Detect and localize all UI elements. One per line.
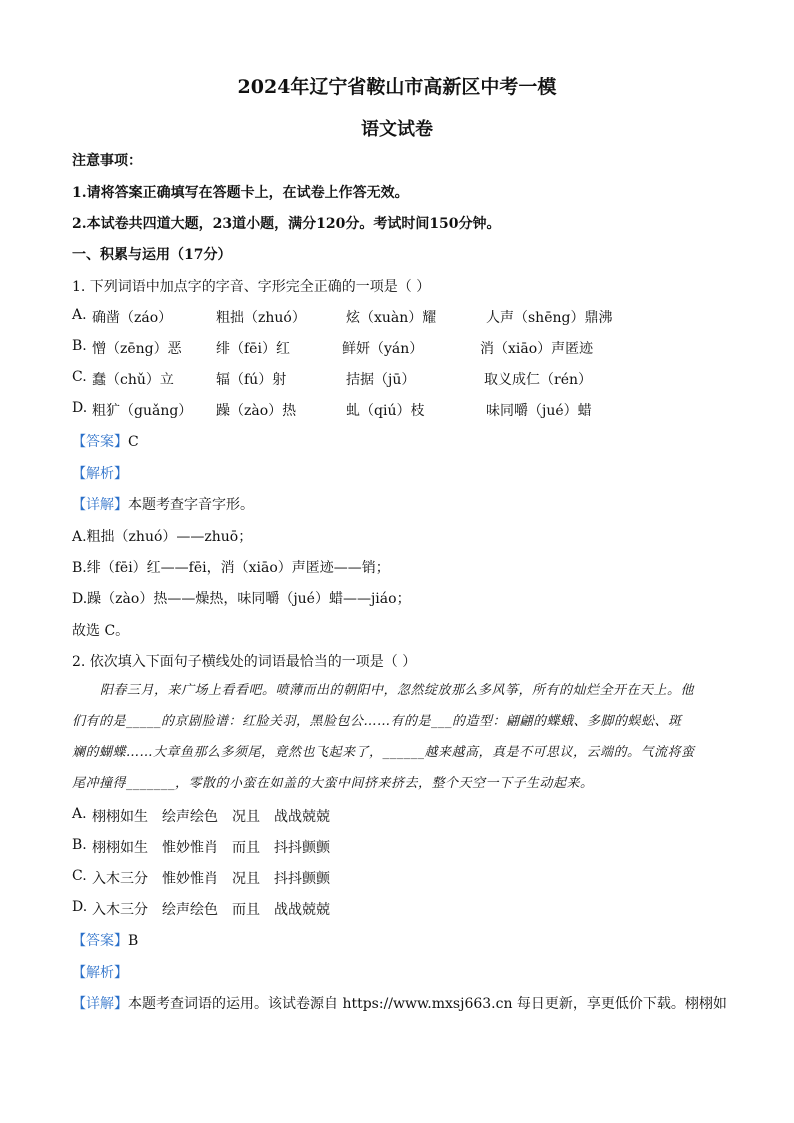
option-word: 战战兢兢 <box>274 902 330 918</box>
option-label: D. <box>72 400 88 416</box>
option-label: A. <box>72 307 87 323</box>
option-word: 栩栩如生 <box>92 840 148 856</box>
analysis-label: 【解析】 <box>72 466 128 482</box>
passage-line: 们有的是_____的京剧脸谱：红脸关羽，黑脸包公……有的是___的造型：翩翩的蝶蛾、多脚的蜈蚣、斑 <box>72 714 682 729</box>
option-word: 绘声绘色 <box>162 902 218 918</box>
option-word: 绘声绘色 <box>162 809 218 825</box>
q1-conclusion: 故选 C。 <box>72 623 130 639</box>
notice-item-1: 1.请将答案正确填写在答题卡上，在试卷上作答无效。 <box>72 185 409 201</box>
option-word: 惟妙惟肖 <box>162 840 218 856</box>
option-word: 况且 <box>232 809 260 825</box>
answer-value: C <box>128 434 139 450</box>
option-word: 鲜妍（yán） <box>342 341 424 357</box>
option-word: 人声（shēng）鼎沸 <box>486 310 613 326</box>
option-word: 粗拙（zhuó） <box>216 310 306 326</box>
option-word: 入木三分 <box>92 902 148 918</box>
detail-label: 【详解】 <box>72 996 128 1012</box>
q2-passage <box>72 675 720 799</box>
option-word: 抖抖颤颤 <box>274 840 330 856</box>
q1-detail <box>72 494 254 514</box>
option-word: 躁（zào）热 <box>216 403 297 419</box>
option-word: 况且 <box>232 871 260 887</box>
q1-stem: 1. 下列词语中加点字的字音、字形完全正确的一项是（ ） <box>72 279 431 295</box>
option-word: 辐（fú）射 <box>216 372 287 388</box>
q1-analysis <box>72 463 128 483</box>
analysis-label: 【解析】 <box>72 965 128 981</box>
option-word: 消（xiāo）声匿迹 <box>480 341 594 357</box>
option-word: 粗犷（guǎng） <box>92 403 193 419</box>
option-word: 虬（qiú）枝 <box>346 403 425 419</box>
option-word: 取义成仁（rén） <box>484 372 592 388</box>
notice-heading: 注意事项： <box>72 153 142 169</box>
detail-text: 本题考查词语的运用。该试卷源自 https://www.mxsj663.cn 每日更新，享更低价下载。栩栩如 <box>128 996 727 1012</box>
option-label: D. <box>72 899 88 915</box>
option-word: 绯（fēi）红 <box>216 341 290 357</box>
q1-note-a: A.粗拙（zhuó）——zhuō； <box>72 529 253 545</box>
option-word: 味同嚼（jué）蜡 <box>486 403 592 419</box>
option-word: 而且 <box>232 902 260 918</box>
notice-item-2: 2.本试卷共四道大题，23道小题，满分120分。考试时间150分钟。 <box>72 216 501 232</box>
q2-detail <box>72 993 727 1013</box>
q2-stem: 2. 依次填入下面句子横线处的词语最恰当的一项是（ ） <box>72 654 417 670</box>
detail-text: 本题考查字音字形。 <box>128 497 254 513</box>
passage-line: 尾冲撞得_______，零散的小蛮在如盖的大蛮中间挤来挤去，整个天空一下子生动起来。 <box>72 776 594 791</box>
answer-label: 【答案】 <box>72 434 128 450</box>
option-word: 确凿（záo） <box>92 310 173 326</box>
page-title: 2024年辽宁省鞍山市高新区中考一模 <box>237 76 557 98</box>
option-word: 抖抖颤颤 <box>274 871 330 887</box>
option-word: 憎（zēng）恶 <box>92 341 182 357</box>
q1-note-d: D.躁（zào）热——燥热，味同嚼（jué）蜡——jiáo； <box>72 591 411 607</box>
option-label: B. <box>72 837 87 853</box>
answer-value: B <box>128 933 139 949</box>
option-word: 蠢（chǔ）立 <box>92 372 174 388</box>
option-label: B. <box>72 338 87 354</box>
q1-note-b: B.绯（fēi）红——fēi，消（xiāo）声匿迹——销； <box>72 560 390 576</box>
option-label: A. <box>72 806 87 822</box>
option-word: 栩栩如生 <box>92 809 148 825</box>
answer-label: 【答案】 <box>72 933 128 949</box>
option-label: C. <box>72 369 87 385</box>
page-subtitle: 语文试卷 <box>361 119 433 140</box>
section-heading: 一、积累与运用（17分） <box>72 247 232 263</box>
passage-line: 阳春三月，来广场上看看吧。喷薄而出的朝阳中，忽然绽放那么多风筝，所有的灿烂全开在天上。他 <box>100 683 695 698</box>
option-word: 拮据（jū） <box>346 372 416 388</box>
option-word: 而且 <box>232 840 260 856</box>
q2-analysis <box>72 962 128 982</box>
passage-line: 斓的蝴蝶……大章鱼那么多须尾，竟然也飞起来了，______越来越高，真是不可思议，云端的。气流将蛮 <box>72 745 695 760</box>
q1-answer <box>72 431 139 451</box>
option-word: 炫（xuàn）耀 <box>346 310 437 326</box>
option-word: 入木三分 <box>92 871 148 887</box>
q2-answer <box>72 930 138 950</box>
detail-label: 【详解】 <box>72 497 128 513</box>
option-label: C. <box>72 868 87 884</box>
option-word: 战战兢兢 <box>274 809 330 825</box>
option-word: 惟妙惟肖 <box>162 871 218 887</box>
